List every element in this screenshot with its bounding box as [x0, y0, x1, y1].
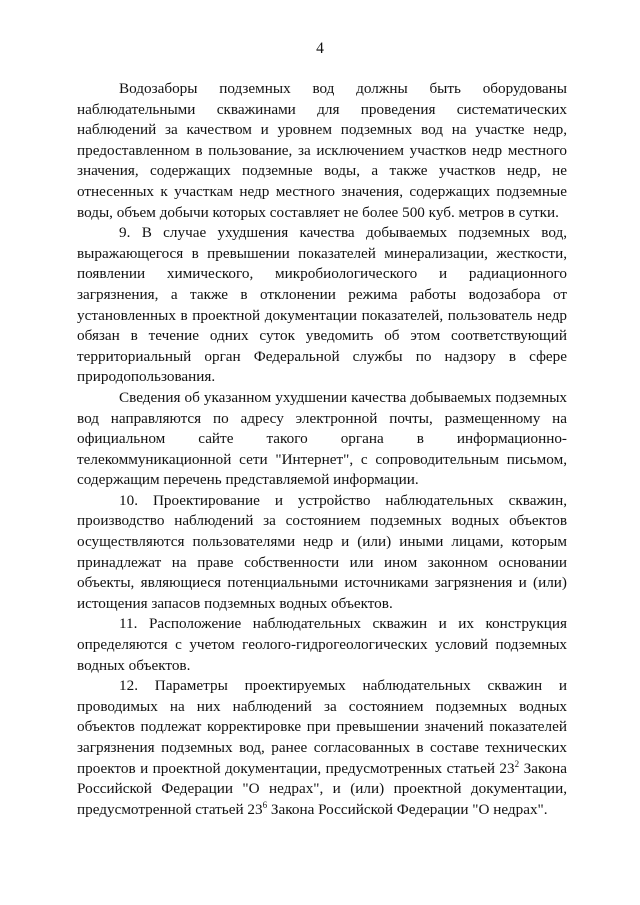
superscript-article-23-2: 2: [514, 758, 520, 769]
paragraph-item-12: [77, 676, 567, 820]
paragraph-item-10: 10. Проектирование и устройство наблюдательных скважин, производство наблюдений за состоянием подземных водных объектов осуществляются пользователями недр и (или) иными лицами, которым принадлежат на праве собственности или ином законном основании объекты, являющиеся потенциальными источниками загрязнения и (или) истощения запасов подземных водных объектов.: [77, 491, 567, 612]
paragraph-item-12-text-2: Закона Российской Федерации "О недрах", и (или) проектной документации, предусмотренной статьей 23: [77, 759, 568, 818]
document-body: [77, 79, 567, 820]
paragraph-water-intakes: Водозаборы подземных вод должны быть оборудованы наблюдательными скважинами для проведения систематических наблюдений за качеством и уровнем подземных вод на участке недр, предоставленном в пользование, за исключением участков недр местного значения, содержащих подземные воды, а также участков недр, не отнесенных к участкам недр местного значения, содержащих подземные воды, объем добычи которых составляет не более 500 куб. метров в сутки.: [77, 80, 567, 221]
paragraph-item-12-text-3: Закона Российской Федерации "О недрах".: [267, 800, 548, 818]
superscript-article-23-6: 6: [262, 799, 268, 810]
paragraph-item-12-text-1: 12. Параметры проектируемых наблюдательных скважин и проводимых на них наблюдений за состоянием подземных водных объектов подлежат корректировке при превышении значений показателей загрязнения подземных вод, ранее согласованных в составе технических проектов и проектной документации, предусмотренных статьей 23: [77, 677, 567, 777]
paragraph-item-9: 9. В случае ухудшения качества добываемых подземных вод, выражающегося в превышении показателей минерализации, жесткости, появлении химического, микробиологического и радиационного загрязнения, а также в отклонении режима работы водозабора от установленных в проектной документации показателей, пользователь недр обязан в течение одних суток уведомить об этом соответствующий территориальный орган Федеральной службы по надзору в сфере природопользования.: [77, 224, 567, 386]
paragraph-notification-info: Сведения об указанном ухудшении качества добываемых подземных вод направляются по адресу электронной почты, размещенному на официальном сайте такого органа в информационно-телекоммуникационной сети "Интернет", с сопроводительным письмом, содержащим перечень представляемой информации.: [77, 388, 567, 489]
page-number: 4: [316, 40, 324, 57]
paragraph-item-11: 11. Расположение наблюдательных скважин и их конструкция определяются с учетом геолого-гидрогеологических условий подземных водных объектов.: [77, 615, 567, 674]
